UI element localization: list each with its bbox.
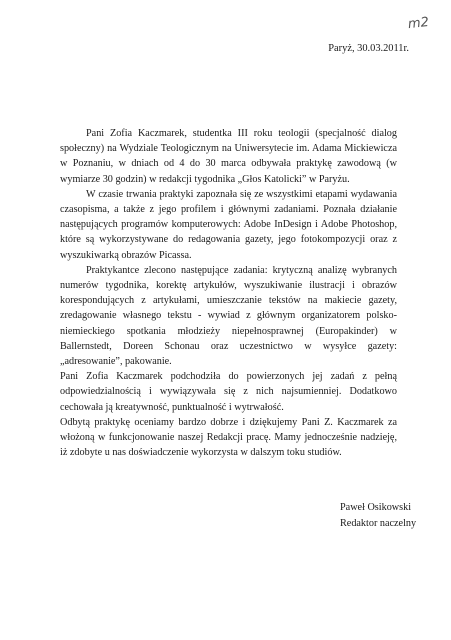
letter-date: Paryż, 30.03.2011r. — [328, 43, 409, 54]
paragraph-evaluation: Pani Zofia Kaczmarek podchodziła do powierzonych jej zadań z pełną odpowiedzialnością i wywiązywała się z nich najsumienniej. Dodatkowo cechowała ją kreatywność, punktualność i wytrwałość. — [60, 371, 397, 413]
handwritten-mark: m2 — [407, 14, 430, 33]
paragraph-tasks: Praktykantce zlecono następujące zadania: krytyczną analizę wybranych numerów tygodnika, korektę artykułów, wyszukiwanie ilustracji i obrazów korespondujących z artykułami, umieszczanie tekstów na makiecie gazety, zredagowanie własnego tekstu - wywiad z głównym organizatorem polsko-niemieckiego spotkania młodzieży niepełnosprawnej (Europakinder) w Ballernstedt, Doreen Schonau oraz uczestnictwo w wysyłce gazety: „adresowanie”, pakowanie. — [60, 264, 397, 368]
paragraph-familiarization: W czasie trwania praktyki zapoznała się ze wszystkimi etapami wydawania czasopisma, a także z jego profilem i głównymi zadaniami. Poznała działanie następujących programów komputerowych: Adobe InDesign i Adobe Photoshop, które są wykorzystywane do redagowania gazety, jego fotokompozycji oraz z wyszukiwarką obrazów Picassa. — [60, 188, 397, 261]
paragraph-thanks: Odbytą praktykę oceniamy bardzo dobrze i dziękujemy Pani Z. Kaczmarek za włożoną w funkcjonowanie naszej Redakcji pracę. Mamy jednocześnie nadzieję, iż zdobyte u nas doświadczenie wykorzysta w dalszym toku studiów. — [60, 416, 397, 459]
signature-block — [340, 500, 416, 531]
paragraph-intro: Pani Zofia Kaczmarek, studentka III roku teologii (specjalność dialog społeczny) na Wydziale Teologicznym na Uniwersytecie im. Adama Mickiewicza w Poznaniu, w dniach od 4 do 30 marca odbywała praktykę zawodową (w wymiarze 30 godzin) w redakcji tygodnika „Głos Katolicki” w Paryżu. — [60, 128, 397, 185]
signature-name: Paweł Osikowski — [340, 502, 412, 513]
letter-body — [60, 126, 397, 460]
signature-title: Redaktor naczelny — [340, 517, 417, 529]
